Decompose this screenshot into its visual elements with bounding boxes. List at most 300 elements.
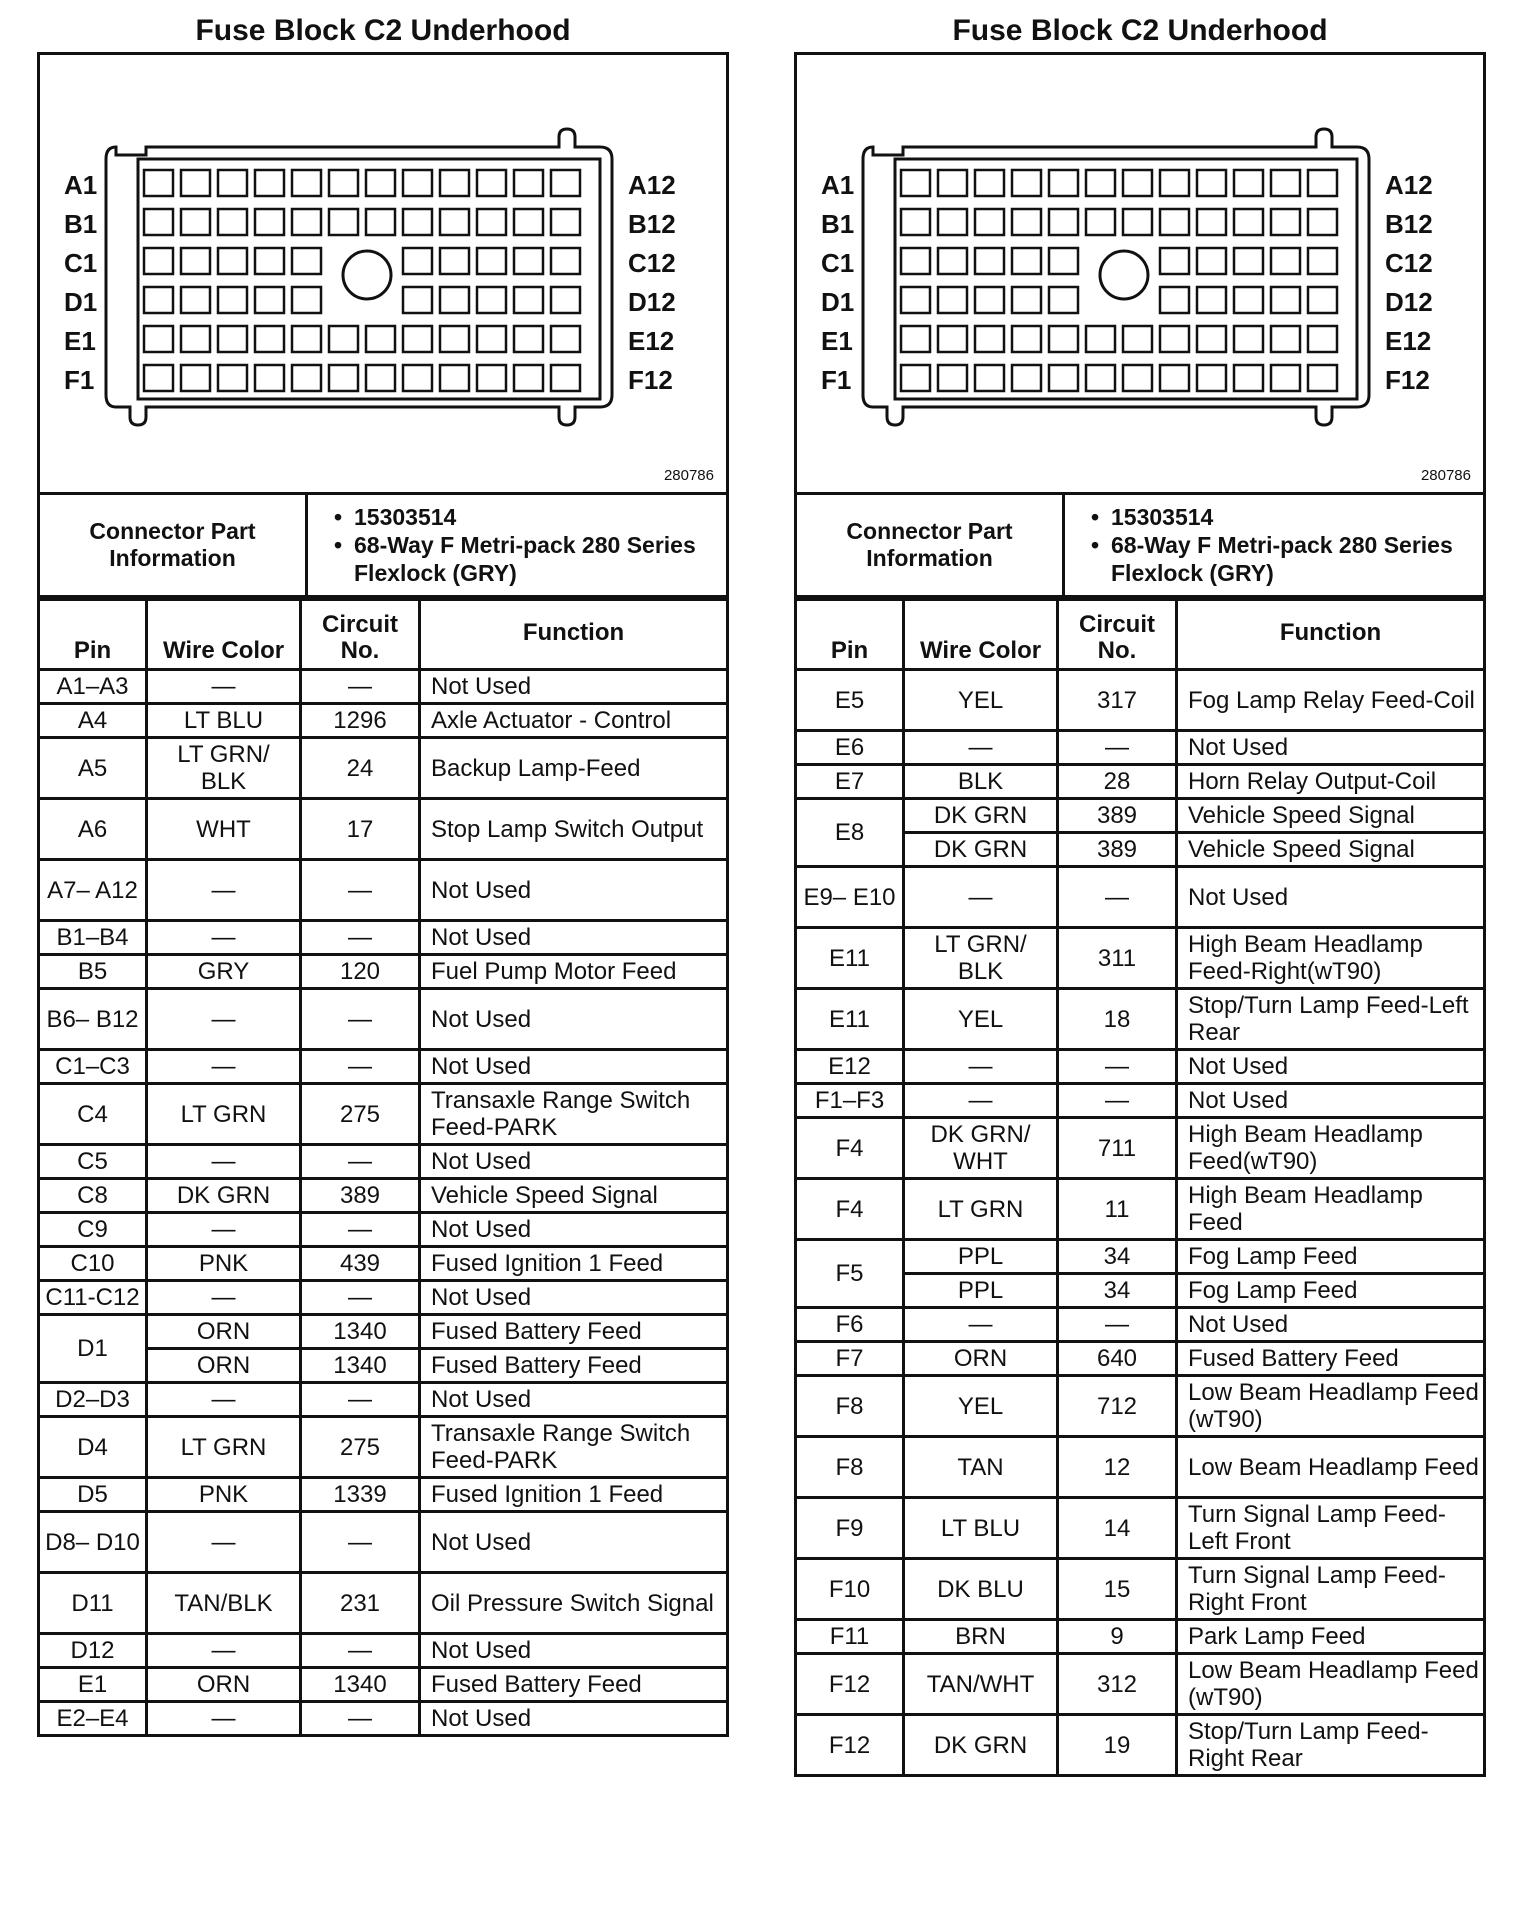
pin-cavity	[901, 365, 930, 391]
function-cell: Low Beam Headlamp Feed (wT90)	[1177, 1654, 1485, 1715]
pin-cell: E2–E4	[39, 1702, 147, 1736]
table-row	[796, 989, 1485, 1050]
wire-color-cell: —	[904, 1050, 1058, 1084]
row-label-right: B12	[628, 209, 676, 239]
row-label-left: C1	[821, 248, 855, 278]
pin-cell: B5	[39, 955, 147, 989]
pin-cavity	[292, 365, 321, 391]
panel-left	[37, 0, 729, 1737]
circuit-no-cell: 312	[1058, 1654, 1177, 1715]
pin-cavity	[1234, 248, 1263, 274]
circuit-no-cell: 1339	[301, 1478, 420, 1512]
table-row	[796, 1179, 1485, 1240]
function-cell: Fog Lamp Feed	[1177, 1274, 1485, 1308]
function-cell: Fused Battery Feed	[1177, 1342, 1485, 1376]
pin-cell: A6	[39, 799, 147, 860]
pin-cavity	[329, 209, 358, 235]
connector-type: • 68-Way F Metri-pack 280 Series Flexlock (GRY)	[354, 531, 725, 587]
pin-cavity	[292, 287, 321, 313]
function-cell: Stop Lamp Switch Output	[420, 799, 728, 860]
table-row	[796, 1654, 1485, 1715]
pin-table-header	[39, 600, 728, 670]
circuit-no-cell: 1340	[301, 1315, 420, 1349]
pin-cavity	[975, 287, 1004, 313]
pin-cavity	[144, 287, 173, 313]
wire-color-cell: —	[147, 1145, 301, 1179]
pin-cavity	[403, 248, 432, 274]
connector-info-values	[1064, 494, 1485, 597]
wire-color-cell: TAN	[904, 1437, 1058, 1498]
pin-cell: D1	[39, 1315, 147, 1383]
pin-cavity	[477, 287, 506, 313]
pin-cavity	[551, 365, 580, 391]
function-cell: Fused Battery Feed	[420, 1668, 728, 1702]
pin-cavity	[975, 326, 1004, 352]
table-row	[796, 1498, 1485, 1559]
wire-color-cell: WHT	[147, 799, 301, 860]
pin-cavity	[901, 170, 930, 196]
pin-cavity	[938, 326, 967, 352]
wire-color-cell: DK BLU	[904, 1559, 1058, 1620]
wire-color-cell: —	[147, 1281, 301, 1315]
pin-cavity	[1049, 209, 1078, 235]
pin-cavity	[255, 287, 284, 313]
pin-cavity	[181, 365, 210, 391]
pin-cell: D5	[39, 1478, 147, 1512]
connector-diagram	[37, 52, 729, 492]
table-row	[39, 1634, 728, 1668]
function-cell: Fused Battery Feed	[420, 1315, 728, 1349]
pin-cavity	[1308, 326, 1337, 352]
alignment-hole	[1100, 251, 1148, 299]
pin-table	[794, 598, 1486, 1777]
pin-cavity	[403, 365, 432, 391]
circuit-no-cell: —	[1058, 1050, 1177, 1084]
pin-cavity	[440, 209, 469, 235]
connector-part-info	[37, 492, 729, 598]
table-row	[39, 1478, 728, 1512]
pin-cavity	[938, 248, 967, 274]
table-row	[39, 1668, 728, 1702]
function-cell: Turn Signal Lamp Feed-Left Front	[1177, 1498, 1485, 1559]
pin-cavity	[181, 170, 210, 196]
wire-color-cell: TAN/WHT	[904, 1654, 1058, 1715]
wire-color-cell: LT GRN	[904, 1179, 1058, 1240]
pin-cavity	[1308, 209, 1337, 235]
wire-color-cell: —	[904, 731, 1058, 765]
wire-color-cell: LT BLU	[147, 704, 301, 738]
wire-color-cell: —	[904, 1084, 1058, 1118]
wire-color-cell: —	[904, 1308, 1058, 1342]
circuit-no-cell: —	[301, 1512, 420, 1573]
pin-cavity	[1160, 365, 1189, 391]
function-cell: High Beam Headlamp Feed-Right(wT90)	[1177, 928, 1485, 989]
pin-cavity	[218, 287, 247, 313]
pin-cell: A5	[39, 738, 147, 799]
wire-color-cell: YEL	[904, 670, 1058, 731]
circuit-no-cell: 389	[301, 1179, 420, 1213]
pin-cell: E7	[796, 765, 904, 799]
circuit-no-cell: —	[1058, 1084, 1177, 1118]
table-row	[39, 1084, 728, 1145]
pin-cavity	[901, 326, 930, 352]
table-row	[796, 1342, 1485, 1376]
connector-info-values	[307, 494, 728, 597]
pin-cavity	[1197, 365, 1226, 391]
row-label-left: B1	[64, 209, 98, 239]
circuit-no-cell: 311	[1058, 928, 1177, 989]
circuit-no-cell: —	[301, 1634, 420, 1668]
function-cell: Not Used	[420, 921, 728, 955]
pin-cell: F6	[796, 1308, 904, 1342]
row-label-right: A12	[1385, 170, 1433, 200]
row-label-right: D12	[628, 287, 676, 317]
pin-cell: C8	[39, 1179, 147, 1213]
pin-cavity	[1086, 326, 1115, 352]
pin-cavity	[144, 209, 173, 235]
pin-cavity	[514, 365, 543, 391]
pin-cavity	[551, 326, 580, 352]
function-cell: Not Used	[420, 1050, 728, 1084]
pin-cavity	[1012, 365, 1041, 391]
circuit-no-cell: 14	[1058, 1498, 1177, 1559]
row-label-right: E12	[1385, 326, 1432, 356]
function-cell: Turn Signal Lamp Feed-Right Front	[1177, 1559, 1485, 1620]
circuit-no-cell: 275	[301, 1084, 420, 1145]
pin-cavity	[1123, 365, 1152, 391]
pin-cavity	[403, 326, 432, 352]
pin-cavity	[1160, 209, 1189, 235]
header-pin: Pin	[39, 600, 147, 670]
table-row	[39, 921, 728, 955]
pin-cavity	[514, 170, 543, 196]
pin-cavity	[144, 326, 173, 352]
wire-color-cell: PNK	[147, 1247, 301, 1281]
table-row	[796, 1308, 1485, 1342]
table-row	[796, 1084, 1485, 1118]
pin-cavity	[975, 248, 1004, 274]
pin-cavity	[1049, 287, 1078, 313]
table-row	[39, 1247, 728, 1281]
pin-cavity	[1123, 209, 1152, 235]
function-cell: Low Beam Headlamp Feed (wT90)	[1177, 1376, 1485, 1437]
circuit-no-cell: —	[301, 989, 420, 1050]
pin-cavity	[181, 326, 210, 352]
panel-title: Fuse Block C2 Underhood	[952, 14, 1328, 47]
wire-color-cell: LT GRN/ BLK	[904, 928, 1058, 989]
pin-cavity	[901, 287, 930, 313]
row-label-right: A12	[628, 170, 676, 200]
pin-cavity	[181, 209, 210, 235]
circuit-no-cell: 11	[1058, 1179, 1177, 1240]
pin-cavity	[292, 209, 321, 235]
row-label-right: E12	[628, 326, 675, 356]
circuit-no-cell: 389	[1058, 799, 1177, 833]
pin-cavity	[218, 209, 247, 235]
pin-cavity	[1234, 287, 1263, 313]
wire-color-cell: YEL	[904, 1376, 1058, 1437]
wire-color-cell: BRN	[904, 1620, 1058, 1654]
pin-cavity	[938, 170, 967, 196]
circuit-no-cell: 34	[1058, 1240, 1177, 1274]
circuit-no-cell: —	[1058, 731, 1177, 765]
function-cell: Fused Ignition 1 Feed	[420, 1247, 728, 1281]
wire-color-cell: DK GRN	[147, 1179, 301, 1213]
table-row	[39, 1512, 728, 1573]
pin-cavity	[218, 365, 247, 391]
pin-cell: F8	[796, 1376, 904, 1437]
table-row	[39, 1281, 728, 1315]
connector-info-label: Connector Part Information	[796, 494, 1064, 597]
pin-cavity	[1197, 209, 1226, 235]
pin-cavity	[1049, 326, 1078, 352]
pin-cavity	[1012, 326, 1041, 352]
pin-cavity	[1234, 209, 1263, 235]
pin-cavity	[1086, 365, 1115, 391]
connector-outline	[106, 129, 612, 425]
pin-cavity	[1308, 287, 1337, 313]
circuit-no-cell: —	[301, 1383, 420, 1417]
circuit-no-cell: —	[1058, 1308, 1177, 1342]
pin-cell: C1–C3	[39, 1050, 147, 1084]
figure-code: 280786	[1420, 467, 1471, 484]
connector-type: • 68-Way F Metri-pack 280 Series Flexlock (GRY)	[1111, 531, 1482, 587]
row-label-right: C12	[628, 248, 676, 278]
panel-title: Fuse Block C2 Underhood	[195, 14, 571, 47]
function-cell: Not Used	[420, 1702, 728, 1736]
wire-color-cell: PPL	[904, 1240, 1058, 1274]
pin-cavity	[975, 170, 1004, 196]
circuit-no-cell: 711	[1058, 1118, 1177, 1179]
function-cell: Not Used	[420, 1383, 728, 1417]
pin-cavity	[1049, 170, 1078, 196]
row-label-right: F12	[628, 365, 673, 395]
pin-cavity	[440, 287, 469, 313]
table-row	[796, 765, 1485, 799]
pin-cavity	[477, 326, 506, 352]
pin-cavity	[1197, 170, 1226, 196]
pin-cell: E1	[39, 1668, 147, 1702]
table-row	[39, 1050, 728, 1084]
pin-cavity	[1234, 326, 1263, 352]
header-function: Function	[420, 600, 728, 670]
pin-cavity	[255, 326, 284, 352]
circuit-no-cell: —	[301, 1281, 420, 1315]
table-row	[39, 1417, 728, 1478]
circuit-no-cell: —	[1058, 867, 1177, 928]
circuit-no-cell: —	[301, 860, 420, 921]
function-cell: Not Used	[420, 989, 728, 1050]
pin-cell: D8– D10	[39, 1512, 147, 1573]
pin-cavity	[551, 170, 580, 196]
wire-color-cell: LT BLU	[904, 1498, 1058, 1559]
pin-cell: C11-C12	[39, 1281, 147, 1315]
function-cell: Not Used	[420, 860, 728, 921]
wire-color-cell: ORN	[147, 1349, 301, 1383]
function-cell: Oil Pressure Switch Signal	[420, 1573, 728, 1634]
pin-cavity	[218, 326, 247, 352]
pin-cavity	[1086, 209, 1115, 235]
pin-cell: F10	[796, 1559, 904, 1620]
pin-cavity	[1197, 326, 1226, 352]
pin-cell: D2–D3	[39, 1383, 147, 1417]
pin-cell: D4	[39, 1417, 147, 1478]
row-label-right: F12	[1385, 365, 1430, 395]
table-row	[796, 1050, 1485, 1084]
circuit-no-cell: 24	[301, 738, 420, 799]
pin-cell: C4	[39, 1084, 147, 1145]
row-label-right: D12	[1385, 287, 1433, 317]
table-row	[39, 1315, 728, 1349]
function-cell: High Beam Headlamp Feed	[1177, 1179, 1485, 1240]
pin-cell: C5	[39, 1145, 147, 1179]
pin-cavity	[477, 170, 506, 196]
circuit-no-cell: 231	[301, 1573, 420, 1634]
circuit-no-cell: 275	[301, 1417, 420, 1478]
table-row	[39, 1179, 728, 1213]
pin-cavity	[551, 209, 580, 235]
pin-cavity	[255, 170, 284, 196]
circuit-no-cell: —	[301, 1213, 420, 1247]
pin-cavity	[1234, 365, 1263, 391]
function-cell: Fuel Pump Motor Feed	[420, 955, 728, 989]
table-row	[39, 1145, 728, 1179]
pin-cell: E9– E10	[796, 867, 904, 928]
function-cell: Not Used	[420, 1634, 728, 1668]
pin-cavity	[1160, 287, 1189, 313]
pin-cavity	[1271, 170, 1300, 196]
wire-color-cell: DK GRN	[904, 1715, 1058, 1776]
pin-cavity	[551, 248, 580, 274]
part-number: • 15303514	[1111, 503, 1482, 531]
pin-cavity	[366, 365, 395, 391]
pin-cavity	[1123, 170, 1152, 196]
row-label-left: D1	[821, 287, 855, 317]
function-cell: Not Used	[1177, 867, 1485, 928]
pin-cavity	[329, 170, 358, 196]
pin-cell: E8	[796, 799, 904, 867]
connector-part-info	[794, 492, 1486, 598]
pin-cell: F12	[796, 1654, 904, 1715]
pin-cavity	[1234, 170, 1263, 196]
row-label-left: E1	[64, 326, 96, 356]
pin-cavity	[440, 248, 469, 274]
pin-cavity	[514, 209, 543, 235]
wire-color-cell: DK GRN/ WHT	[904, 1118, 1058, 1179]
table-row	[39, 989, 728, 1050]
pin-cavity	[514, 326, 543, 352]
function-cell: Low Beam Headlamp Feed	[1177, 1437, 1485, 1498]
function-cell: Not Used	[1177, 1308, 1485, 1342]
table-row	[39, 704, 728, 738]
pin-cavity	[144, 170, 173, 196]
pin-cavity	[1160, 170, 1189, 196]
pin-table	[37, 598, 729, 1737]
circuit-no-cell: —	[301, 1702, 420, 1736]
pin-cavity	[255, 248, 284, 274]
pin-cavity	[1271, 248, 1300, 274]
wire-color-cell: ORN	[904, 1342, 1058, 1376]
function-cell: Backup Lamp-Feed	[420, 738, 728, 799]
table-row	[796, 867, 1485, 928]
pin-cavity	[938, 209, 967, 235]
table-row	[39, 1213, 728, 1247]
wire-color-cell: DK GRN	[904, 833, 1058, 867]
pin-cavity	[1160, 326, 1189, 352]
pin-cavity	[181, 287, 210, 313]
circuit-no-cell: 317	[1058, 670, 1177, 731]
table-row	[39, 1573, 728, 1634]
pin-cavity	[1197, 287, 1226, 313]
pin-cell: D12	[39, 1634, 147, 1668]
wire-color-cell: —	[147, 1050, 301, 1084]
pin-cavity	[1271, 287, 1300, 313]
pin-cavity	[1271, 365, 1300, 391]
wire-color-cell: BLK	[904, 765, 1058, 799]
function-cell: Fused Ignition 1 Feed	[420, 1478, 728, 1512]
function-cell: Fog Lamp Relay Feed-Coil	[1177, 670, 1485, 731]
pin-cell: C10	[39, 1247, 147, 1281]
pin-cavity	[938, 287, 967, 313]
table-row	[796, 1620, 1485, 1654]
function-cell: Fog Lamp Feed	[1177, 1240, 1485, 1274]
circuit-no-cell: —	[301, 670, 420, 704]
circuit-no-cell: 120	[301, 955, 420, 989]
pin-cell: E11	[796, 989, 904, 1050]
table-row	[796, 928, 1485, 989]
pin-cavity	[403, 209, 432, 235]
part-number: • 15303514	[354, 503, 725, 531]
wire-color-cell: ORN	[147, 1668, 301, 1702]
circuit-no-cell: 712	[1058, 1376, 1177, 1437]
function-cell: Transaxle Range Switch Feed-PARK	[420, 1417, 728, 1478]
wire-color-cell: —	[147, 1512, 301, 1573]
wire-color-cell: LT GRN	[147, 1084, 301, 1145]
pin-cavity	[1197, 248, 1226, 274]
wire-color-cell: —	[904, 867, 1058, 928]
pin-cavity	[403, 287, 432, 313]
function-cell: High Beam Headlamp Feed(wT90)	[1177, 1118, 1485, 1179]
circuit-no-cell: 15	[1058, 1559, 1177, 1620]
table-row	[39, 799, 728, 860]
table-row	[796, 1715, 1485, 1776]
wire-color-cell: —	[147, 860, 301, 921]
function-cell: Park Lamp Feed	[1177, 1620, 1485, 1654]
pin-cavity	[144, 248, 173, 274]
table-row	[796, 1118, 1485, 1179]
circuit-no-cell: 18	[1058, 989, 1177, 1050]
table-row	[39, 1383, 728, 1417]
table-row	[39, 738, 728, 799]
function-cell: Horn Relay Output-Coil	[1177, 765, 1485, 799]
pin-cavity	[218, 170, 247, 196]
table-row	[796, 1376, 1485, 1437]
row-label-left: D1	[64, 287, 98, 317]
wire-color-cell: ORN	[147, 1315, 301, 1349]
pin-cavity	[551, 287, 580, 313]
pin-cell: E6	[796, 731, 904, 765]
pin-cavity	[255, 209, 284, 235]
table-row	[39, 955, 728, 989]
circuit-no-cell: 17	[301, 799, 420, 860]
pin-cavity	[144, 365, 173, 391]
circuit-no-cell: 439	[301, 1247, 420, 1281]
pin-cavity	[1271, 209, 1300, 235]
wire-color-cell: —	[147, 1634, 301, 1668]
function-cell: Vehicle Speed Signal	[1177, 799, 1485, 833]
table-row	[796, 1240, 1485, 1274]
circuit-no-cell: 12	[1058, 1437, 1177, 1498]
